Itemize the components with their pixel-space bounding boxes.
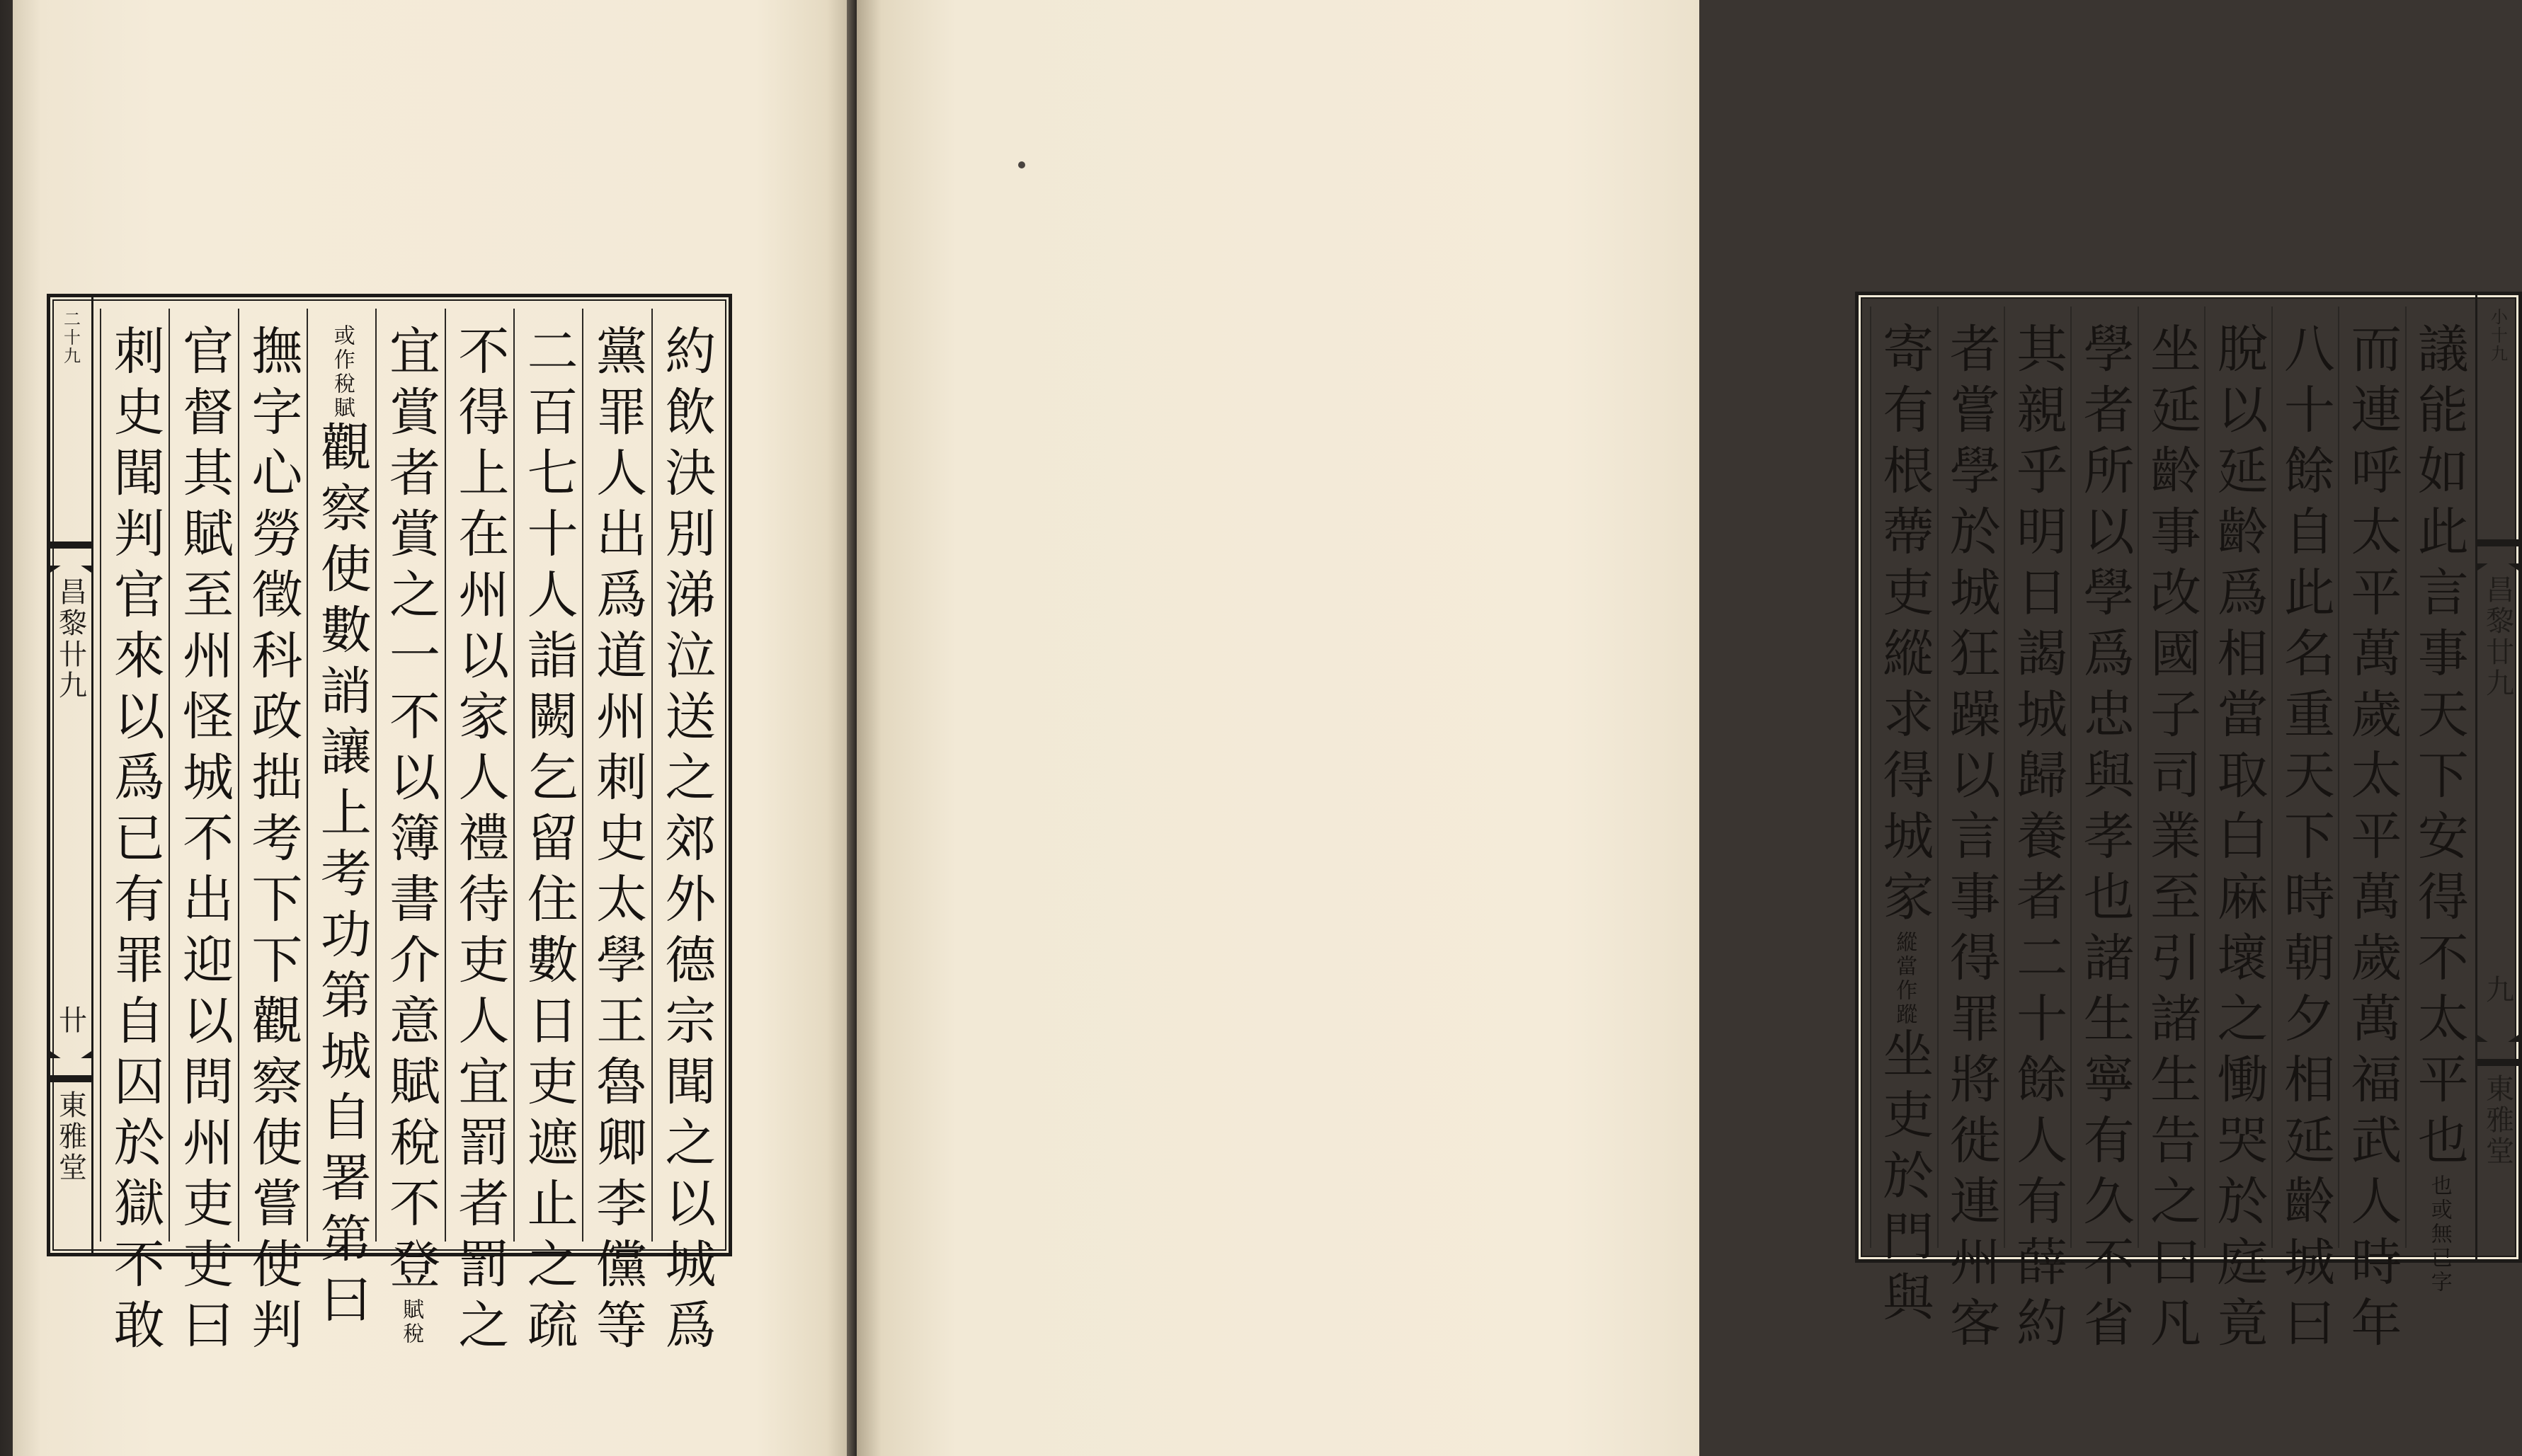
right-col-2: 而連呼太平萬歲太平萬歲萬福武人時年	[2338, 306, 2404, 1248]
right-col-4: 脫以延齡爲相當取白麻壞之慟哭於庭竟	[2204, 306, 2271, 1248]
right-banxin-page: 九	[2481, 975, 2514, 1006]
ink-spot	[1018, 161, 1025, 168]
left-col-4: 不得上在州以家人禮待吏人宜罰者罰之	[445, 309, 513, 1242]
left-banxin-publisher: 東雅堂	[54, 1090, 87, 1183]
right-col-9-note: 縱當作蹤	[1892, 931, 1917, 1027]
left-col-7: 撫字心勞徵科政拙考下下觀察使嘗使判	[238, 309, 307, 1242]
right-banxin-top: 小十九	[2487, 308, 2508, 363]
left-text-frame	[47, 294, 732, 1359]
left-fish-tail-upper	[50, 541, 91, 573]
left-columns	[100, 309, 720, 1359]
right-col-5: 坐延齡事改國子司業至引諸生告之曰凡	[2138, 306, 2204, 1248]
left-col-2: 黨罪人出爲道州刺史太學王魯卿李儻等	[582, 309, 651, 1242]
left-banxin-page: 卄	[54, 1005, 87, 1036]
left-banxin-top: 二十九	[60, 310, 81, 365]
right-col-8: 者嘗學於城狂躁以言事得罪將徙連州客	[1937, 306, 2004, 1248]
left-fish-tail-lower	[50, 1051, 91, 1082]
right-col-1-text: 議能如此言事天下安得不太平也也或無已字	[2409, 322, 2469, 1295]
left-col-3: 二百七十人詣闕乞留住數日吏遮止之疏	[513, 309, 582, 1242]
right-col-1	[2405, 306, 2472, 1295]
right-col-9-text: 寄有根蔕吏縱求得城家縱當作蹤坐吏於門與	[1874, 322, 1934, 1331]
left-col-6	[307, 309, 375, 1334]
right-columns	[1870, 306, 2472, 1357]
left-col-5	[375, 309, 444, 1346]
right-col-9	[1870, 306, 1936, 1331]
right-col-7: 其親乎明日謁城歸養者二十餘人有薛約	[2004, 306, 2070, 1248]
left-col-6-note-b: 稅賦	[329, 372, 355, 420]
right-col-1-note: 也或無已字	[2426, 1174, 2452, 1295]
right-fish-tail-upper	[2477, 539, 2518, 571]
right-banxin-publisher: 東雅堂	[2481, 1074, 2514, 1167]
right-text-frame	[1855, 292, 2522, 1357]
left-banxin-title: 昌黎卄九	[54, 577, 87, 701]
left-col-8: 官督其賦至州怪城不出迎以問州吏吏曰	[169, 309, 237, 1242]
left-col-6-note-a: 或作	[329, 324, 355, 372]
right-page	[857, 0, 2514, 1456]
left-col-6-text: 或作稅賦觀察使數誚讓上考功第城自署第曰	[312, 324, 372, 1334]
right-col-3: 八十餘自此名重天下時朝夕相延齡城曰	[2271, 306, 2338, 1248]
right-col-6: 學者所以學爲忠與孝也諸生寧有久不省	[2070, 306, 2137, 1248]
left-col-5-note: 賦稅	[399, 1298, 424, 1346]
right-fish-tail-lower	[2477, 1035, 2518, 1066]
left-col-5-text: 宜賞者賞之一不以簿書介意賦稅不登賦稅	[381, 324, 441, 1346]
left-page	[13, 0, 860, 1456]
left-col-9: 刺史聞判官來以爲已有罪自囚於獄不敢	[100, 309, 169, 1242]
right-banxin	[2475, 295, 2518, 1259]
left-col-1: 約飲決別涕泣送之郊外德宗聞之以城爲	[651, 309, 720, 1242]
right-banxin-title: 昌黎廿九	[2481, 575, 2514, 699]
left-banxin	[50, 297, 93, 1253]
